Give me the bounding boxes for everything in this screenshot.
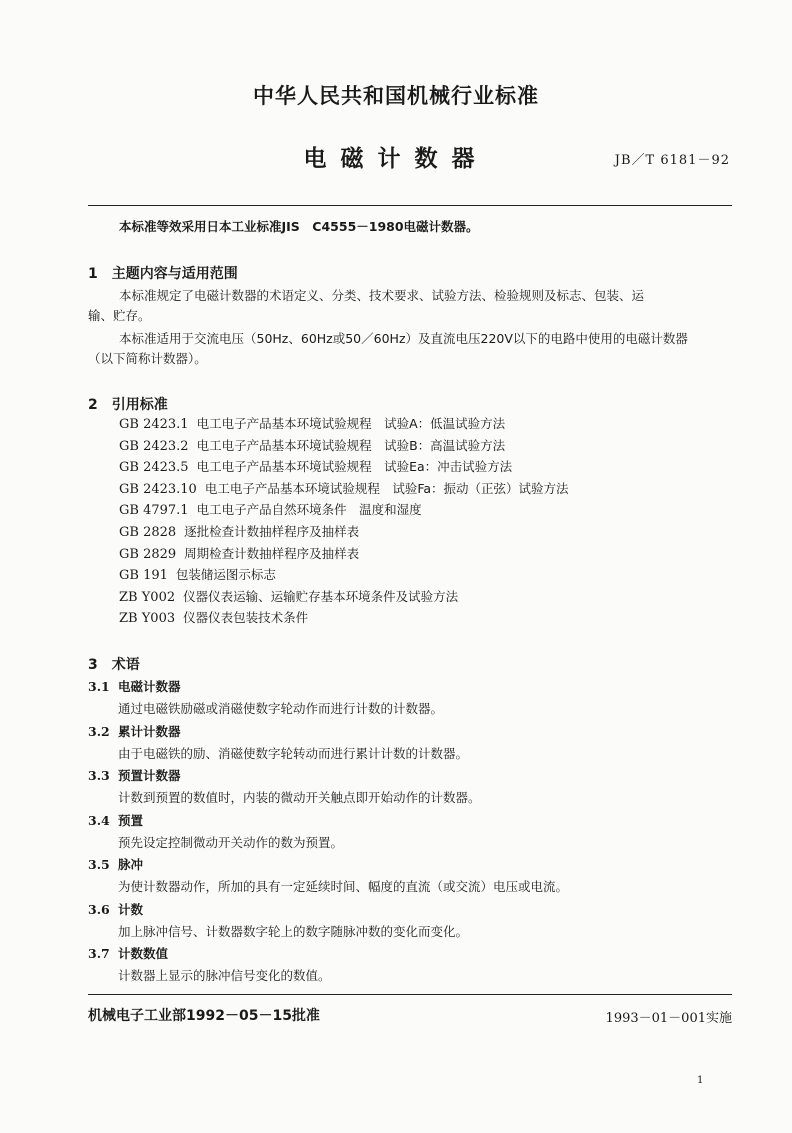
reference-title: 电工电子产品基本环境试验规程 试验Fa：振动（正弦）试验方法 [204, 480, 569, 496]
approval-date: 机械电子工业部1992－05－15批准 [88, 1008, 320, 1024]
reference-code: GB 4797.1 [119, 503, 189, 519]
term-definition: 通过电磁铁励磁或消磁使数字轮动作而进行计数的计数器。 [118, 701, 444, 716]
page-number: 1 [697, 1075, 704, 1086]
reference-item [119, 499, 569, 521]
reference-item [119, 521, 569, 543]
document-title: 电磁计数器 [303, 146, 489, 172]
term-entry [88, 943, 738, 988]
reference-title: 电工电子产品基本环境试验规程 试验Ea：冲击试验方法 [196, 459, 513, 475]
term-name: 脉冲 [118, 857, 144, 872]
reference-code: GB 2829 [119, 546, 177, 562]
reference-title: 逐批检查计数抽样程序及抽样表 [184, 523, 360, 539]
section-1-heading: 1 主题内容与适用范围 [88, 266, 238, 282]
standard-number: JB／T 6181－92 [614, 153, 730, 168]
term-name: 预置 [118, 812, 144, 828]
term-heading [88, 676, 738, 698]
section-3-heading: 3 术语 [88, 657, 140, 673]
reference-title: 仪器仪表运输、运输贮存基本环境条件及试验方法 [183, 588, 459, 604]
reference-title: 包装储运图示标志 [175, 567, 276, 583]
reference-title: 电工电子产品基本环境试验规程 试验B：高温试验方法 [196, 437, 506, 453]
term-entry [88, 810, 738, 855]
term-number: 3.3 [88, 768, 110, 783]
term-number: 3.2 [88, 723, 110, 739]
section-1-para-2-line-2: （以下简称计数器）。 [88, 351, 207, 366]
term-name: 计数 [118, 901, 144, 917]
reference-code: GB 191 [119, 568, 168, 584]
term-name: 计数数值 [118, 946, 169, 961]
reference-code: GB 2423.5 [119, 460, 189, 476]
reference-title: 仪器仪表包装技术条件 [183, 610, 309, 626]
implementation-date: 1993－01－001实施 [605, 1011, 732, 1026]
header-divider [88, 205, 732, 206]
reference-code: ZB Y002 [119, 589, 176, 605]
footer-divider [88, 994, 732, 995]
reference-item [119, 607, 569, 629]
reference-code: GB 2423.10 [119, 481, 197, 497]
term-entry [88, 765, 738, 810]
reference-item [119, 564, 569, 586]
term-number: 3.6 [88, 901, 110, 917]
term-heading [88, 899, 738, 921]
term-definition: 计数到预置的数值时，内装的微动开关触点即开始动作的计数器。 [118, 790, 481, 805]
term-definition: 由于电磁铁的励、消磁使数字轮转动而进行累计计数的计数器。 [118, 745, 469, 761]
term-entry [88, 899, 738, 944]
reference-title: 电工电子产品自然环境条件 温度和湿度 [196, 502, 422, 518]
reference-title: 周期检查计数抽样程序及抽样表 [184, 545, 360, 561]
term-number: 3.7 [88, 946, 110, 961]
term-definition: 加上脉冲信号、计数器数字轮上的数字随脉冲数的变化而变化。 [118, 923, 469, 939]
terms-list [88, 676, 738, 988]
section-1-para-1-line-2: 输、贮存。 [88, 308, 151, 323]
term-definition: 计数器上显示的脉冲信号变化的数值。 [118, 968, 331, 983]
term-heading [88, 721, 738, 743]
reference-code: ZB Y003 [119, 611, 176, 627]
reference-title: 电工电子产品基本环境试验规程 试验A：低温试验方法 [196, 416, 506, 431]
term-entry [88, 721, 738, 766]
term-heading [88, 765, 738, 787]
term-definition: 预先设定控制微动开关动作的数为预置。 [118, 834, 344, 850]
term-heading [88, 854, 738, 876]
issuing-authority-title: 中华人民共和国机械行业标准 [253, 84, 539, 108]
term-entry [88, 854, 738, 899]
term-heading [88, 943, 738, 965]
reference-item [119, 586, 569, 608]
term-name: 累计计数器 [118, 723, 181, 739]
section-1-para-1-line-1: 本标准规定了电磁计数器的术语定义、分类、技术要求、试验方法、检验规则及标志、包装、运 [119, 288, 645, 303]
reference-item [119, 456, 569, 478]
term-heading [88, 810, 738, 832]
reference-code: GB 2828 [119, 524, 177, 540]
section-2-heading: 2 引用标准 [88, 397, 168, 413]
reference-item [119, 543, 569, 565]
term-number: 3.1 [88, 679, 110, 694]
term-name: 预置计数器 [118, 768, 181, 783]
reference-item [119, 413, 569, 435]
reference-code: GB 2423.1 [119, 417, 189, 432]
reference-item [119, 478, 569, 500]
section-1-para-2-line-1: 本标准适用于交流电压（50Hz、60Hz或50／60Hz）及直流电压220V以下的电路中使用的电磁计数器 [119, 331, 688, 346]
term-name: 电磁计数器 [118, 679, 181, 694]
reference-code: GB 2423.2 [119, 438, 189, 454]
term-number: 3.4 [88, 812, 110, 828]
referenced-standards-list [119, 413, 569, 629]
term-entry [88, 676, 738, 721]
term-number: 3.5 [88, 857, 110, 872]
term-definition: 为使计数器动作，所加的具有一定延续时间、幅度的直流（或交流）电压或电流。 [118, 879, 569, 894]
intro-statement: 本标准等效采用日本工业标准JIS C4555－1980电磁计数器。 [119, 219, 479, 234]
reference-item [119, 435, 569, 457]
